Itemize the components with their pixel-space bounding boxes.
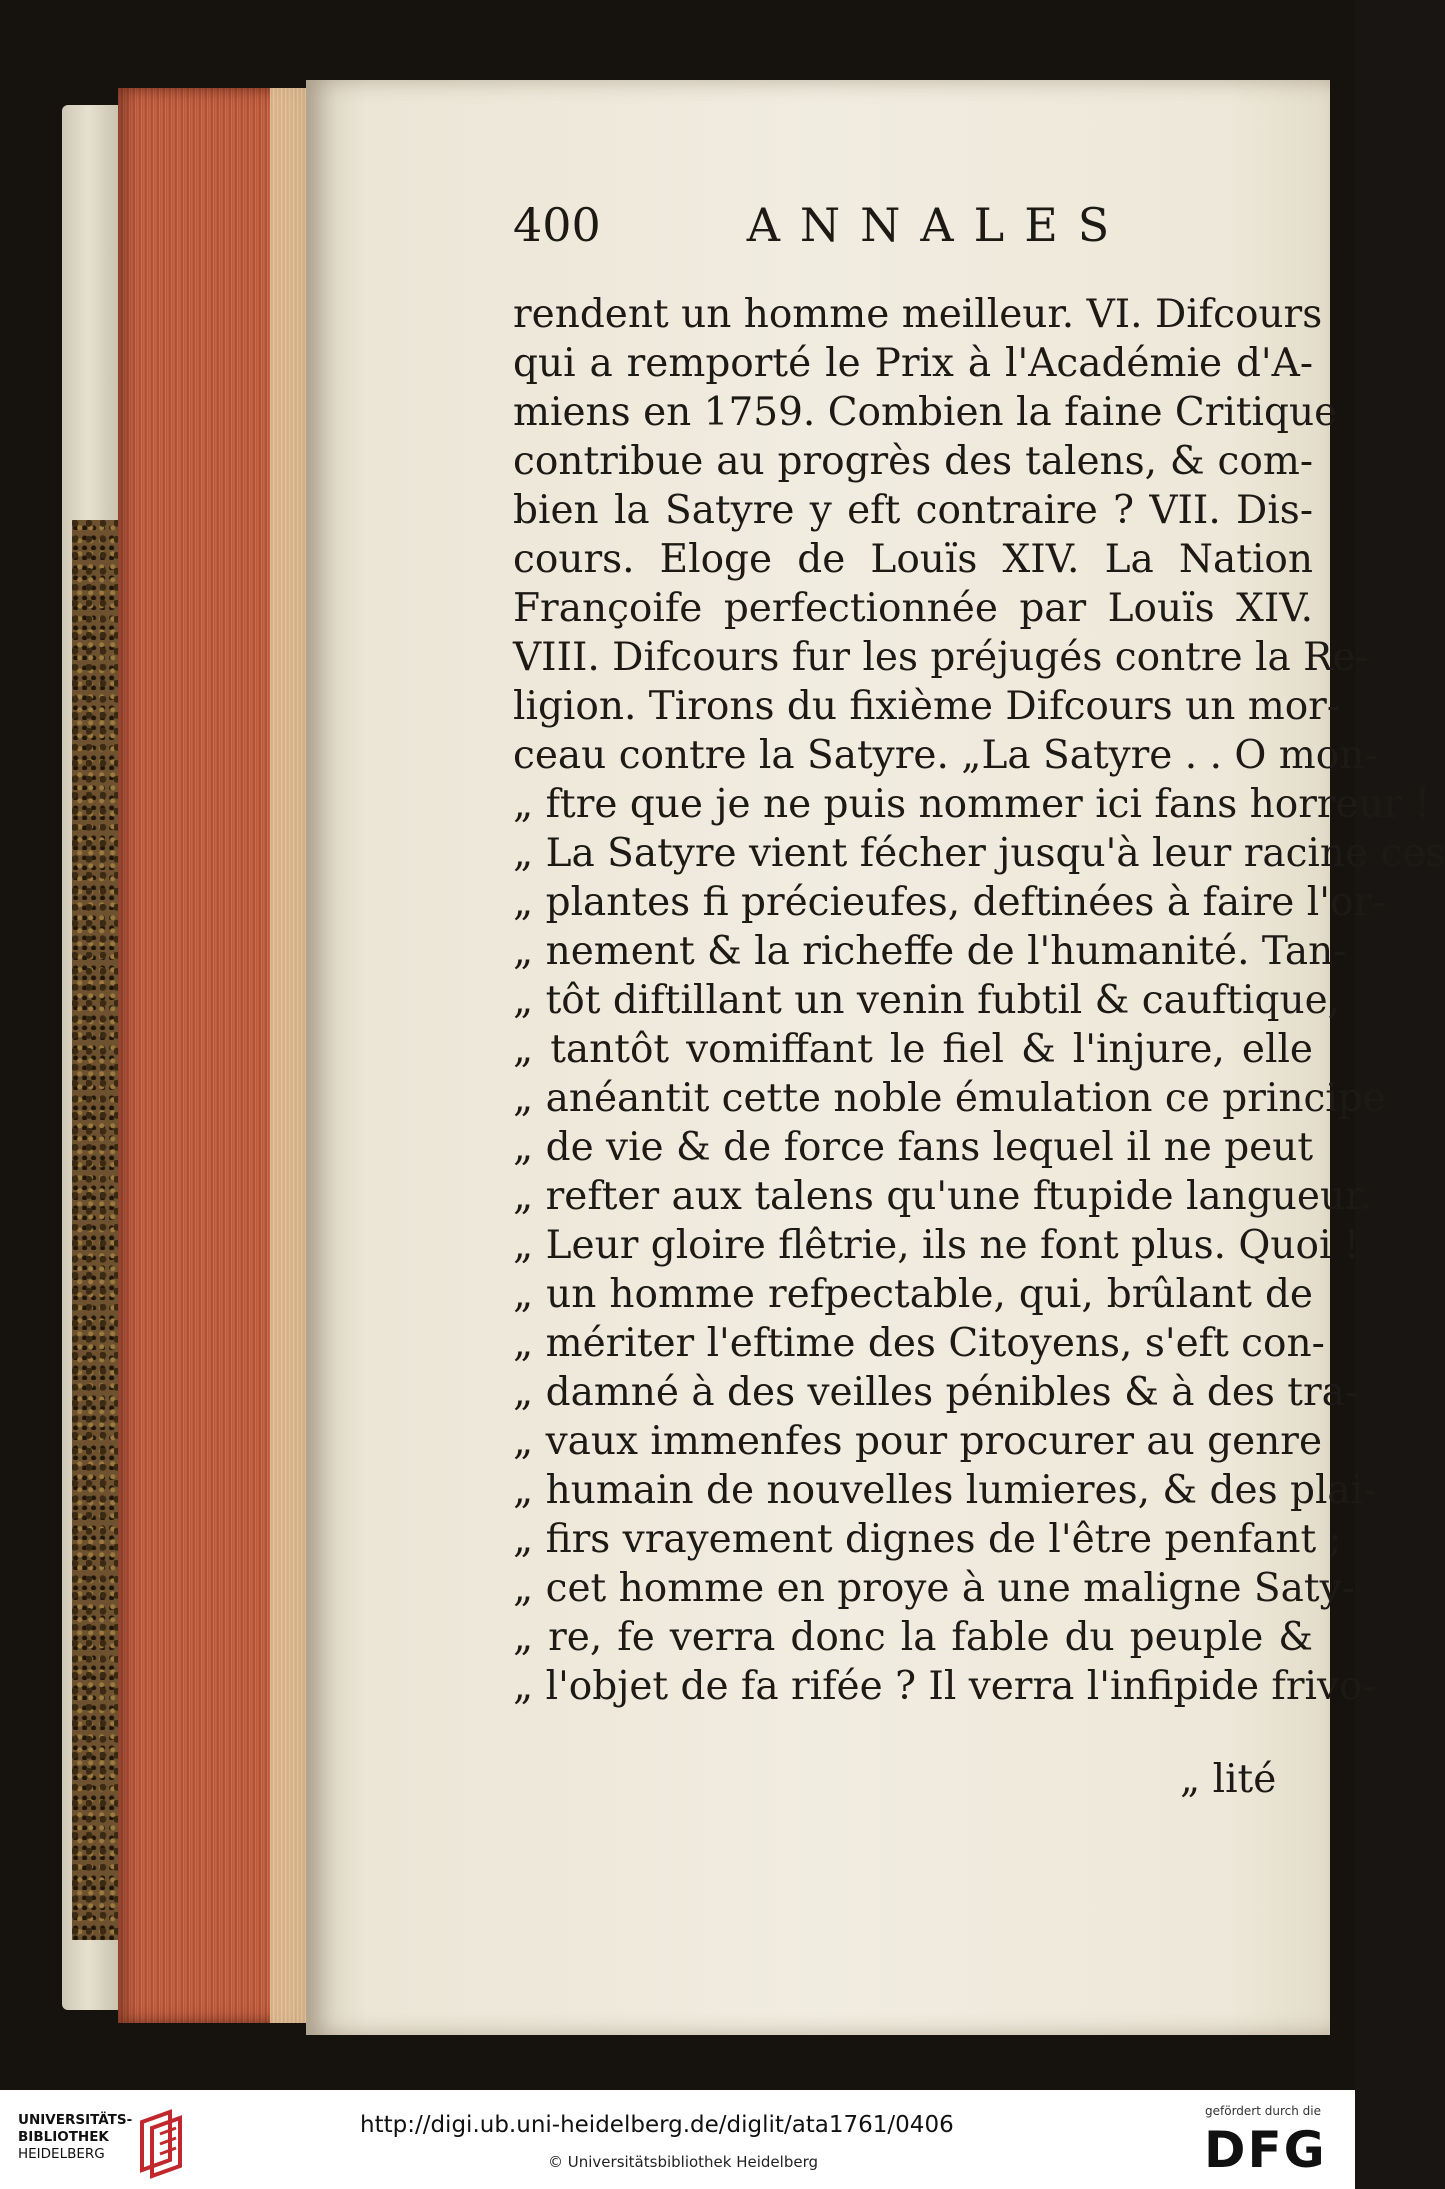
page-number: 400 xyxy=(513,198,601,252)
text-line: contribue au progrès des talens, & com- xyxy=(513,439,1313,484)
text-line: „ La Satyre vient fécher jusqu'à leur racine ces xyxy=(513,831,1445,876)
text-line: „ cet homme en proye à une maligne Saty- xyxy=(513,1566,1355,1611)
text-line: miens en 1759. Combien la faine Critique xyxy=(513,390,1338,435)
text-line: rendent un homme meilleur. VI. Difcours xyxy=(513,292,1323,337)
dfg-caption: gefördert durch die xyxy=(1205,2104,1321,2118)
text-line: ligion. Tirons du fixième Difcours un mor- xyxy=(513,684,1340,729)
marbled-cover xyxy=(72,520,120,1940)
text-line: bien la Satyre y eft contraire ? VII. Dis- xyxy=(513,488,1313,533)
text-line: „ vaux immenfes pour procurer au genre xyxy=(513,1419,1323,1464)
library-line: HEIDELBERG xyxy=(18,2146,105,2162)
catchword: „ lité xyxy=(1180,1757,1277,1802)
library-line: UNIVERSITÄTS- xyxy=(18,2112,133,2128)
text-line: Françoife perfectionnée par Louïs XIV. xyxy=(513,586,1313,631)
library-name xyxy=(18,2112,148,2163)
text-line: cours. Eloge de Louïs XIV. La Nation xyxy=(513,537,1313,582)
text-line: „ nement & la richeffe de l'humanité. Tan- xyxy=(513,929,1347,974)
text-line: VIII. Difcours fur les préjugés contre la Re- xyxy=(513,635,1369,680)
text-line: „ de vie & de force fans lequel il ne peut xyxy=(513,1125,1314,1170)
text-line: „ ftre que je ne puis nommer ici fans horreur ! xyxy=(513,782,1431,827)
text-line: „ re, fe verra donc la fable du peuple & xyxy=(513,1615,1313,1660)
footer-bar xyxy=(0,2090,1355,2189)
text-line: „ plantes fi précieufes, deftinées à faire l'or- xyxy=(513,880,1386,925)
library-line: BIBLIOTHEK xyxy=(18,2129,109,2145)
text-line: „ damné à des veilles pénibles & à des tra- xyxy=(513,1370,1359,1415)
ub-heidelberg-logo-icon xyxy=(136,2108,188,2178)
text-line: „ anéantit cette noble émulation ce principe xyxy=(513,1076,1386,1121)
text-line: „ mériter l'eftime des Citoyens, s'eft con- xyxy=(513,1321,1325,1366)
running-head: ANNALES xyxy=(746,198,1130,252)
permalink-url[interactable]: http://digi.ub.uni-heidelberg.de/diglit/ata1761/0406 xyxy=(360,2112,954,2138)
text-line: „ tantôt vomiffant le fiel & l'injure, elle xyxy=(513,1027,1313,1072)
text-line: ceau contre la Satyre. „La Satyre . . O mon- xyxy=(513,733,1378,778)
text-line: „ l'objet de fa rifée ? Il verra l'infipide frivo- xyxy=(513,1664,1376,1709)
text-body xyxy=(513,290,1445,1711)
dfg-logo: DFG xyxy=(1204,2121,1327,2179)
page-edge-highlight xyxy=(270,88,308,2023)
text-line: „ Leur gloire flêtrie, ils ne font plus. Quoi ! xyxy=(513,1223,1360,1268)
text-line: qui a remporté le Prix à l'Académie d'A- xyxy=(513,341,1313,386)
text-line: „ firs vrayement dignes de l'être penfant ; xyxy=(513,1517,1342,1562)
text-line: „ refter aux talens qu'une ftupide langueur. xyxy=(513,1174,1372,1219)
text-line: „ un homme refpectable, qui, brûlant de xyxy=(513,1272,1313,1317)
copyright-notice: © Universitätsbibliothek Heidelberg xyxy=(548,2153,819,2171)
text-line: „ tôt diftillant un venin fubtil & cauftique, xyxy=(513,978,1341,1023)
page-header xyxy=(513,195,1313,265)
text-line: „ humain de nouvelles lumieres, & des plai- xyxy=(513,1468,1377,1513)
